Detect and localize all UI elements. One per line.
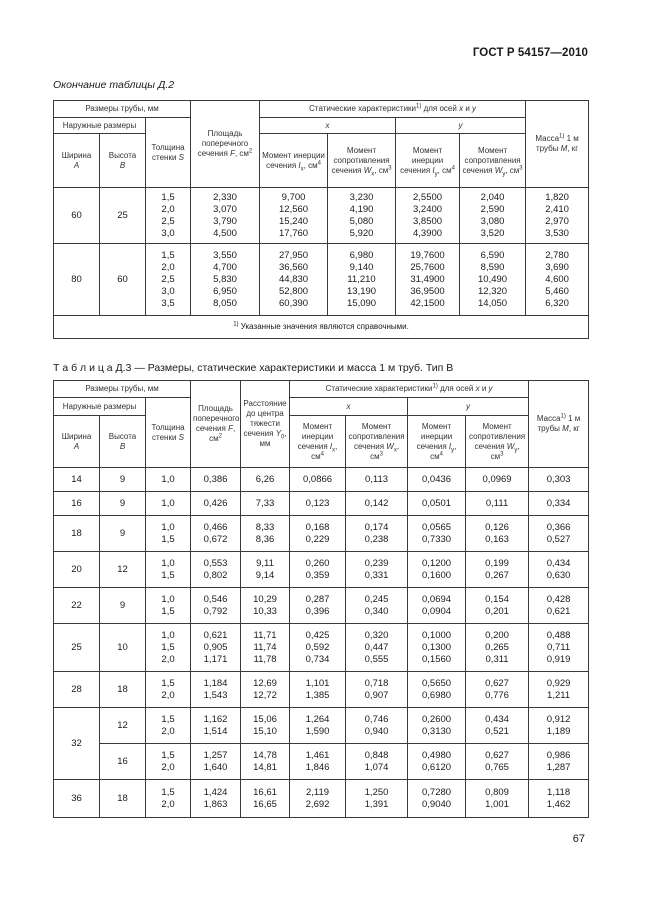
cell-width: 25 [54,624,100,672]
t1-h-width: Ширина A [54,134,100,188]
cell-ix: 0,260 0,359 [290,552,346,588]
cell-area: 0,466 0,672 [191,516,241,552]
table-row [54,492,589,516]
cell-wall: 1,5 2,0 [146,708,191,744]
cell-y0: 7,33 [241,492,290,516]
cell-height: 12 [100,552,146,588]
cell-mass: 2,780 3,690 4,600 5,460 6,320 [526,244,589,316]
cell-wy: 0,434 0,521 [466,708,529,744]
cell-wy: 0,0969 [466,468,529,492]
table-row [54,516,589,552]
cell-mass: 1,118 1,462 [529,780,589,818]
t1-h-wall: Толщина стенки S [146,118,191,188]
cell-wy: 0,200 0,265 0,311 [466,624,529,672]
cell-iy: 0,4980 0,6120 [408,744,466,780]
cell-y0: 12,69 12,72 [241,672,290,708]
t1-h-mass: Масса$^{1)}$ 1 м трубы M, кг [526,101,589,188]
table-row [54,188,589,244]
cell-wy: 0,199 0,267 [466,552,529,588]
cell-wall: 1,0 [146,492,191,516]
cell-wall: 1,0 1,5 [146,516,191,552]
cell-wy: 0,126 0,163 [466,516,529,552]
t2-h-distance: Расстояние до центра тяжести сечения $Y_0$, мм [241,381,290,468]
cell-ix: 0,168 0,229 [290,516,346,552]
t2-h-ix: Момент инерции сечения $I_x$, $см^4$ [290,416,346,468]
cell-width: 32 [54,708,100,780]
cell-wx: 1,250 1,391 [346,780,408,818]
cell-wall: 1,0 1,5 [146,588,191,624]
cell-wx: 0,718 0,907 [346,672,408,708]
t2-h-outer-sizes: Наружные размеры [54,398,146,416]
cell-wall: 1,5 2,0 [146,780,191,818]
table-row [54,468,589,492]
cell-area: 1,184 1,543 [191,672,241,708]
cell-ix: 0,287 0,396 [290,588,346,624]
cell-y0: 8,33 8,36 [241,516,290,552]
cell-height: 16 [100,744,146,780]
cell-area: 0,426 [191,492,241,516]
t1-h-ix: Момент инерции сечения $I_x$, $см^4$ [260,134,328,188]
cell-height: 18 [100,672,146,708]
cell-iy: 0,5650 0,6980 [408,672,466,708]
cell-width: 22 [54,588,100,624]
t1-h-outer-sizes: Наружные размеры [54,118,146,134]
cell-width: 20 [54,552,100,588]
cell-wy: 0,809 1,001 [466,780,529,818]
cell-wx: 6,980 9,140 11,210 13,190 15,090 [328,244,396,316]
cell-width: 80 [54,244,100,316]
cell-wx: 0,142 [346,492,408,516]
cell-wall: 1,5 2,0 [146,672,191,708]
cell-iy: 0,0501 [408,492,466,516]
cell-ix: 0,425 0,592 0,734 [290,624,346,672]
cell-iy: 19,7600 25,7600 31,4900 36,9500 42,1500 [396,244,460,316]
cell-wx: 0,746 0,940 [346,708,408,744]
cell-iy: 2,5500 3,2400 3,8500 4,3900 [396,188,460,244]
cell-mass: 0,488 0,711 0,919 [529,624,589,672]
cell-wy: 0,111 [466,492,529,516]
cell-width: 14 [54,468,100,492]
cell-height: 10 [100,624,146,672]
t1-h-pipe-sizes: Размеры трубы, мм [54,101,191,118]
t2-h-wall: Толщина стенки S [146,398,191,468]
table-row [54,244,589,316]
t2-h-area: Площадь поперечного сечения F, $см^2$ [191,381,241,468]
cell-width: 36 [54,780,100,818]
t1-h-iy: Момент инерции сечения $I_y$, $см^4$ [396,134,460,188]
cell-height: 9 [100,588,146,624]
cell-wall: 1,0 1,5 2,0 [146,624,191,672]
footnote-text: $^{1)}$ Указанные значения являются справочными. [54,316,589,339]
cell-y0: 9,11 9,14 [241,552,290,588]
table2-caption: Т а б л и ц а Д.3 — Размеры, статические характеристики и масса 1 м труб. Тип В [53,362,454,374]
t2-h-width: Ширина A [54,416,100,468]
cell-ix: 1,101 1,385 [290,672,346,708]
cell-wall: 1,5 2,0 2,5 3,0 [146,188,191,244]
cell-area: 0,621 0,905 1,171 [191,624,241,672]
cell-wx: 0,848 1,074 [346,744,408,780]
document-code: ГОСТ Р 54157—2010 [472,47,588,59]
cell-iy: 0,1000 0,1300 0,1560 [408,624,466,672]
t1-h-axis-y: y [396,118,526,134]
table-row [54,708,589,744]
t2-h-iy: Момент инерции сечения $I_y$, $см^4$ [408,416,466,468]
cell-area: 1,424 1,863 [191,780,241,818]
cell-width: 60 [54,188,100,244]
t1-h-area: Площадь поперечного сечения F, $см^2$ [191,101,260,188]
cell-y0: 15,06 15,10 [241,708,290,744]
cell-area: 0,386 [191,468,241,492]
cell-wy: 0,154 0,201 [466,588,529,624]
cell-y0: 16,61 16,65 [241,780,290,818]
cell-wall: 1,0 1,5 [146,552,191,588]
table1-header-row [54,101,589,118]
cell-height: 12 [100,708,146,744]
cell-wy: 2,040 2,590 3,080 3,520 [460,188,526,244]
cell-mass: 0,929 1,211 [529,672,589,708]
t2-h-static: Статические характеристики$^{1)}$ для осей x и y [290,381,529,398]
cell-wx: 0,113 [346,468,408,492]
cell-area: 0,553 0,802 [191,552,241,588]
cell-width: 18 [54,516,100,552]
cell-area: 2,330 3,070 3,790 4,500 [191,188,260,244]
t2-h-axis-x: x [290,398,408,416]
t2-h-wy: Момент сопротивления сечения $W_y$, $см^3$ [466,416,529,468]
cell-mass: 0,366 0,527 [529,516,589,552]
table2-header-row [54,416,589,468]
table1-header-row [54,118,589,134]
table-row [54,552,589,588]
cell-wy: 0,627 0,765 [466,744,529,780]
cell-mass: 1,820 2,410 2,970 3,530 [526,188,589,244]
table2-header-row [54,398,589,416]
cell-iy: 0,1200 0,1600 [408,552,466,588]
cell-ix: 9,700 12,560 15,240 17,760 [260,188,328,244]
cell-mass: 0,912 1,189 [529,708,589,744]
page-number: 67 [572,833,585,845]
table1-header-row [54,134,589,188]
cell-wall: 1,5 2,0 2,5 3,0 3,5 [146,244,191,316]
cell-wx: 0,239 0,331 [346,552,408,588]
table-row [54,744,589,780]
cell-height: 60 [100,244,146,316]
cell-wx: 0,245 0,340 [346,588,408,624]
cell-wx: 3,230 4,190 5,080 5,920 [328,188,396,244]
t2-h-height: Высота B [100,416,146,468]
cell-iy: 0,0436 [408,468,466,492]
table-row [54,624,589,672]
t1-h-wx: Момент сопротивления сечения $W_x$, $см^3$ [328,134,396,188]
table2-body [54,468,589,818]
cell-width: 28 [54,672,100,708]
cell-mass: 0,428 0,621 [529,588,589,624]
cell-iy: 0,7280 0,9040 [408,780,466,818]
cell-mass: 0,303 [529,468,589,492]
cell-y0: 14,78 14,81 [241,744,290,780]
t2-h-mass: Масса$^{1)}$ 1 м трубы M, кг [529,381,589,468]
table-row [54,780,589,818]
cell-height: 18 [100,780,146,818]
t2-h-axis-y: y [408,398,529,416]
cell-height: 9 [100,516,146,552]
cell-iy: 0,0565 0,7330 [408,516,466,552]
cell-ix: 0,123 [290,492,346,516]
cell-height: 9 [100,492,146,516]
cell-height: 9 [100,468,146,492]
cell-ix: 0,0866 [290,468,346,492]
table1 [53,100,589,339]
t1-h-static: Статические характеристики$^{1)}$ для осей x и y [260,101,526,118]
cell-iy: 0,2600 0,3130 [408,708,466,744]
cell-wall: 1,5 2,0 [146,744,191,780]
cell-width: 16 [54,492,100,516]
cell-wx: 0,174 0,238 [346,516,408,552]
cell-ix: 2,119 2,692 [290,780,346,818]
cell-area: 3,550 4,700 5,830 6,950 8,050 [191,244,260,316]
cell-area: 1,257 1,640 [191,744,241,780]
cell-wx: 0,320 0,447 0,555 [346,624,408,672]
cell-area: 1,162 1,514 [191,708,241,744]
cell-wall: 1,0 [146,468,191,492]
t1-h-height: Высота B [100,134,146,188]
cell-ix: 1,461 1,846 [290,744,346,780]
cell-ix: 27,950 36,560 44,830 52,800 60,390 [260,244,328,316]
table1-footnote [54,316,589,339]
table-row [54,588,589,624]
cell-mass: 0,986 1,287 [529,744,589,780]
cell-wy: 0,627 0,776 [466,672,529,708]
table-row [54,672,589,708]
table1-caption: Окончание таблицы Д.2 [53,79,175,91]
t2-h-pipe-sizes: Размеры трубы, мм [54,381,191,398]
table2 [53,380,589,818]
cell-y0: 6,26 [241,468,290,492]
cell-mass: 0,434 0,630 [529,552,589,588]
cell-mass: 0,334 [529,492,589,516]
cell-y0: 10,29 10,33 [241,588,290,624]
cell-area: 0,546 0,792 [191,588,241,624]
cell-height: 25 [100,188,146,244]
t1-h-axis-x: x [260,118,396,134]
cell-ix: 1,264 1,590 [290,708,346,744]
cell-iy: 0,0694 0,0904 [408,588,466,624]
t1-h-wy: Момент сопротивления сечения $W_y$, $см^3$ [460,134,526,188]
cell-y0: 11,71 11,74 11,78 [241,624,290,672]
cell-wy: 6,590 8,590 10,490 12,320 14,050 [460,244,526,316]
table2-header-row [54,381,589,398]
t2-h-wx: Момент сопротивления сечения $W_x$, $см^3$ [346,416,408,468]
